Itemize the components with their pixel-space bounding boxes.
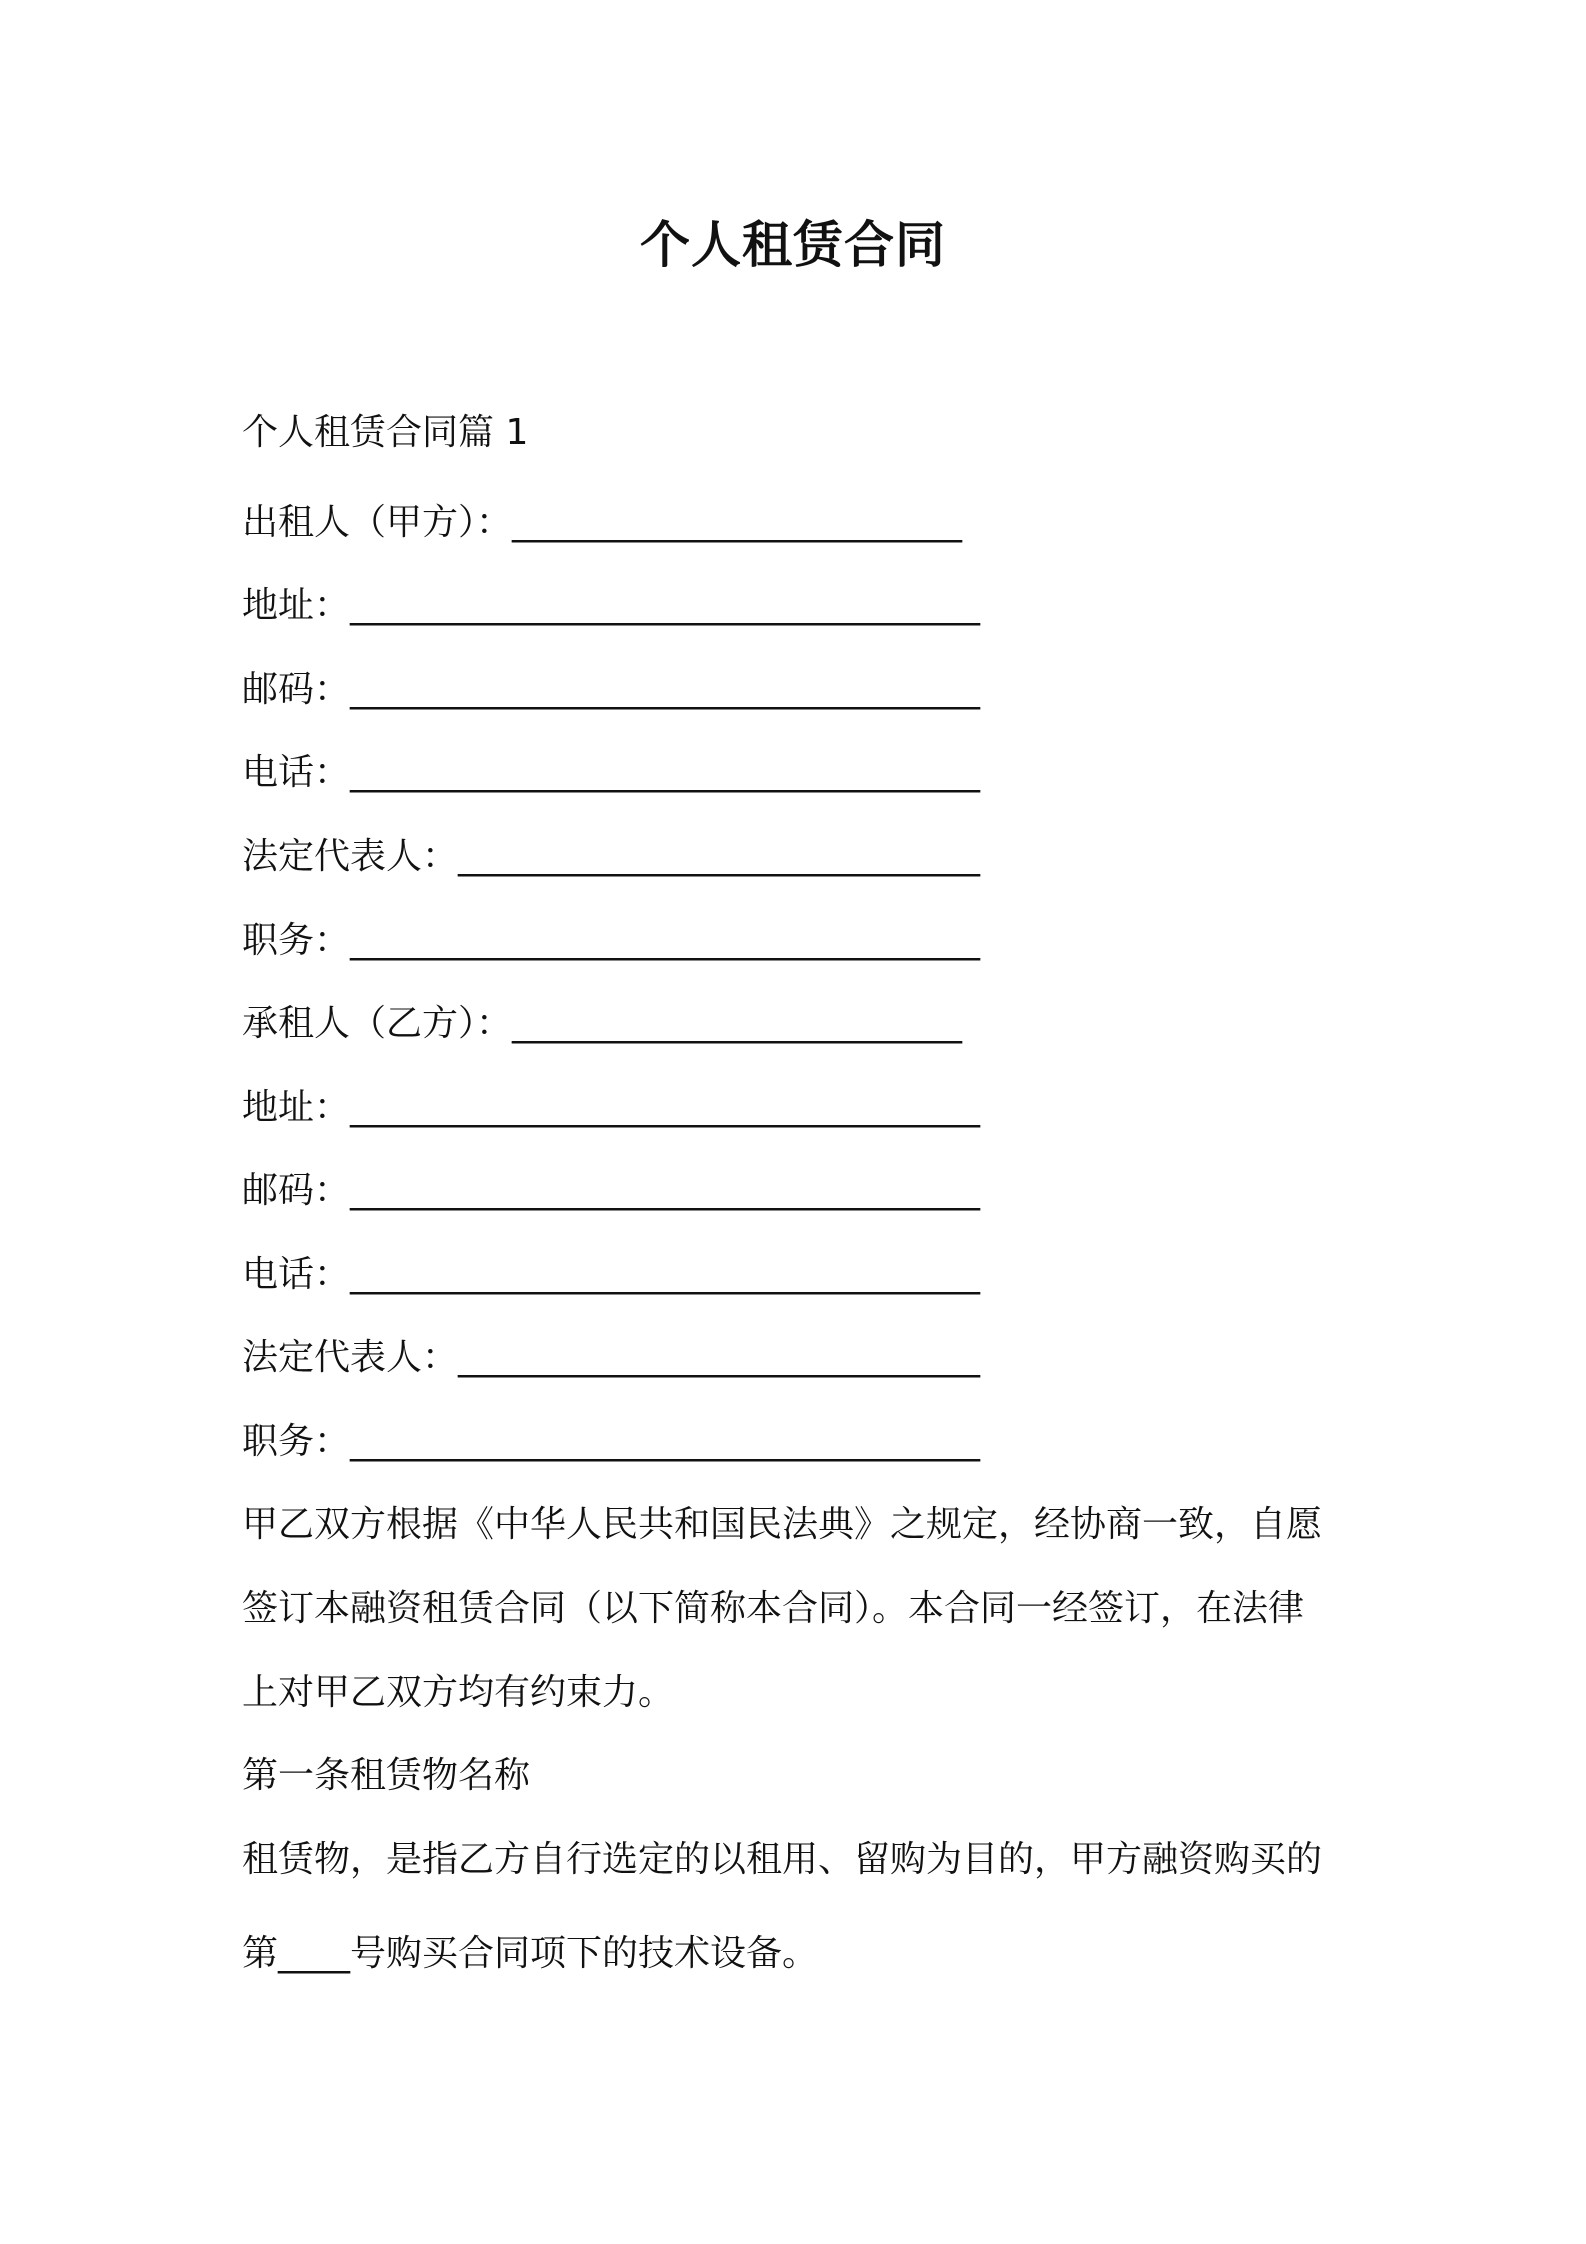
lessee-postcode-field: 邮码：___________________________________ [242, 1170, 981, 1211]
article-1-line-2: 第____号购买合同项下的技术设备。 [242, 1933, 819, 1974]
lessor-phone-field: 电话：___________________________________ [242, 752, 981, 793]
lessee-phone-field: 电话：___________________________________ [242, 1254, 981, 1295]
section-heading: 个人租赁合同篇 1 [242, 412, 529, 453]
lessee-address-field: 地址：___________________________________ [242, 1087, 981, 1128]
lessor-legal-rep-field: 法定代表人：_____________________________ [242, 836, 981, 877]
lessee-name-field: 承租人（乙方）：_________________________ [242, 1003, 963, 1044]
document-title: 个人租赁合同 [640, 216, 946, 274]
article-1-title: 第一条租赁物名称 [242, 1755, 531, 1796]
lessor-name-field: 出租人（甲方）：_________________________ [242, 502, 963, 543]
preamble-line-3: 上对甲乙双方均有约束力。 [242, 1672, 675, 1713]
lessor-postcode-field: 邮码：___________________________________ [242, 669, 981, 710]
article-1-line-1: 租赁物，是指乙方自行选定的以租用、留购为目的，甲方融资购买的 [242, 1839, 1323, 1880]
lessor-address-field: 地址：___________________________________ [242, 585, 981, 626]
preamble-line-2: 签订本融资租赁合同（以下简称本合同）。本合同一经签订，在法律 [242, 1588, 1305, 1629]
lessee-legal-rep-field: 法定代表人：_____________________________ [242, 1337, 981, 1378]
lessor-position-field: 职务：___________________________________ [242, 920, 981, 961]
lessee-position-field: 职务：___________________________________ [242, 1421, 981, 1462]
preamble-line-1: 甲乙双方根据《中华人民共和国民法典》之规定，经协商一致，自愿 [242, 1504, 1323, 1545]
